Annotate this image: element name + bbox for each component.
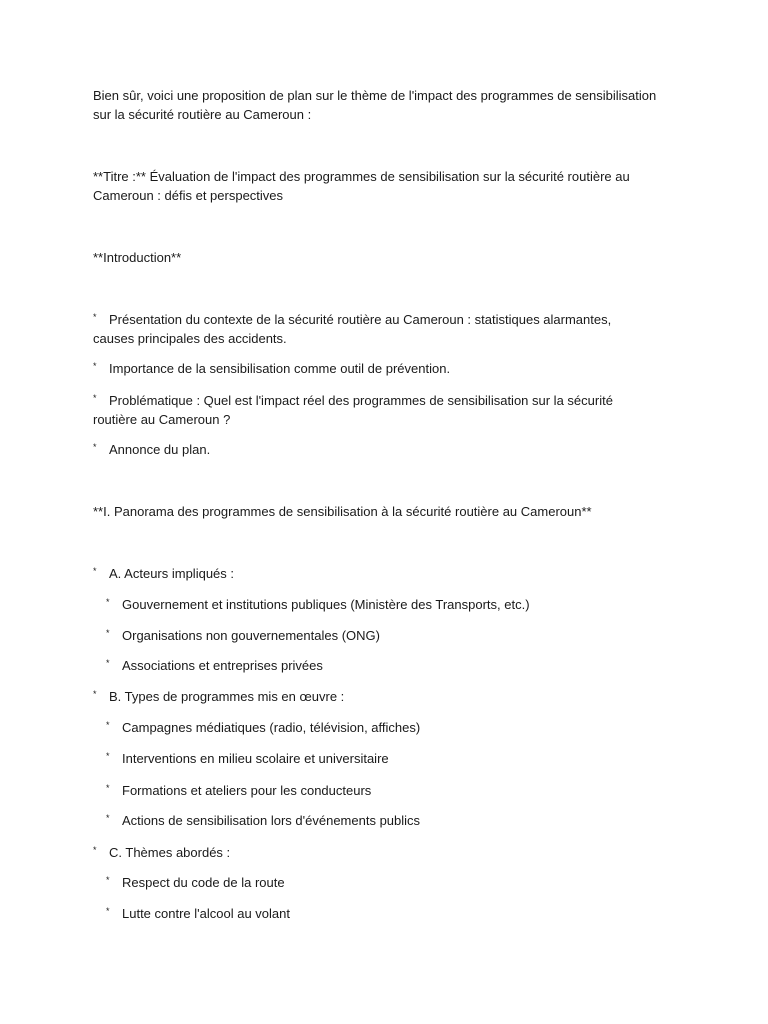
list-item-text: Annonce du plan. xyxy=(109,442,211,457)
list-item-text: Actions de sensibilisation lors d'événements publics xyxy=(122,813,421,828)
list-item-text: Formations et ateliers pour les conducteurs xyxy=(122,783,372,798)
list-item xyxy=(93,687,653,706)
list-item-text: Organisations non gouvernementales (ONG) xyxy=(122,628,380,643)
bullet-mark: * xyxy=(93,566,97,576)
list-item-text: Campagnes médiatiques (radio, télévision, affiches) xyxy=(122,720,421,735)
bullet-mark: * xyxy=(106,597,110,607)
list-item xyxy=(106,656,666,675)
bullet-mark: * xyxy=(93,393,97,403)
bullet-mark: * xyxy=(106,906,110,916)
list-item-text: Associations et entreprises privées xyxy=(122,658,323,673)
list-item xyxy=(106,904,666,923)
list-item xyxy=(106,718,666,737)
list-item-text: Gouvernement et institutions publiques (Ministère des Transports, etc.) xyxy=(122,597,530,612)
list-item-text: Présentation du contexte de la sécurité routière au Cameroun : statistiques alarmantes, causes principales des accidents. xyxy=(93,312,612,346)
introduction-heading: **Introduction** xyxy=(93,250,182,265)
list-item-text: Problématique : Quel est l'impact réel des programmes de sensibilisation sur la sécurité routière au Cameroun ? xyxy=(93,393,613,427)
subsection-label: B. Types de programmes mis en œuvre : xyxy=(109,689,345,704)
list-item xyxy=(93,843,653,862)
list-item xyxy=(106,873,666,892)
subsection-label: A. Acteurs impliqués : xyxy=(109,566,234,581)
list-item xyxy=(93,359,653,378)
bullet-mark: * xyxy=(93,845,97,855)
list-item xyxy=(93,440,653,459)
list-item xyxy=(106,749,666,768)
bullet-mark: * xyxy=(106,720,110,730)
list-item xyxy=(106,595,666,614)
bullet-mark: * xyxy=(106,875,110,885)
list-item xyxy=(93,310,653,348)
bullet-mark: * xyxy=(106,783,110,793)
bullet-mark: * xyxy=(93,312,97,322)
list-item-text: Lutte contre l'alcool au volant xyxy=(122,906,290,921)
bullet-mark: * xyxy=(106,658,110,668)
list-item xyxy=(93,391,653,429)
list-item-text: Interventions en milieu scolaire et universitaire xyxy=(122,751,389,766)
title-paragraph: **Titre :** Évaluation de l'impact des programmes de sensibilisation sur la sécurité routière au Cameroun : défis et perspectives xyxy=(93,169,630,203)
intro-paragraph: Bien sûr, voici une proposition de plan sur le thème de l'impact des programmes de sensibilisation sur la sécurité routière au Cameroun : xyxy=(93,88,657,122)
list-item xyxy=(106,781,666,800)
bullet-mark: * xyxy=(106,751,110,761)
bullet-mark: * xyxy=(106,813,110,823)
bullet-mark: * xyxy=(106,628,110,638)
bullet-mark: * xyxy=(93,442,97,452)
list-item-text: Respect du code de la route xyxy=(122,875,285,890)
bullet-mark: * xyxy=(93,689,97,699)
subsection-label: C. Thèmes abordés : xyxy=(109,845,231,860)
list-item xyxy=(106,811,666,830)
list-item-text: Importance de la sensibilisation comme outil de prévention. xyxy=(109,361,451,376)
bullet-mark: * xyxy=(93,361,97,371)
section1-heading: **I. Panorama des programmes de sensibilisation à la sécurité routière au Cameroun** xyxy=(93,504,592,519)
list-item xyxy=(93,564,653,583)
list-item xyxy=(106,626,666,645)
